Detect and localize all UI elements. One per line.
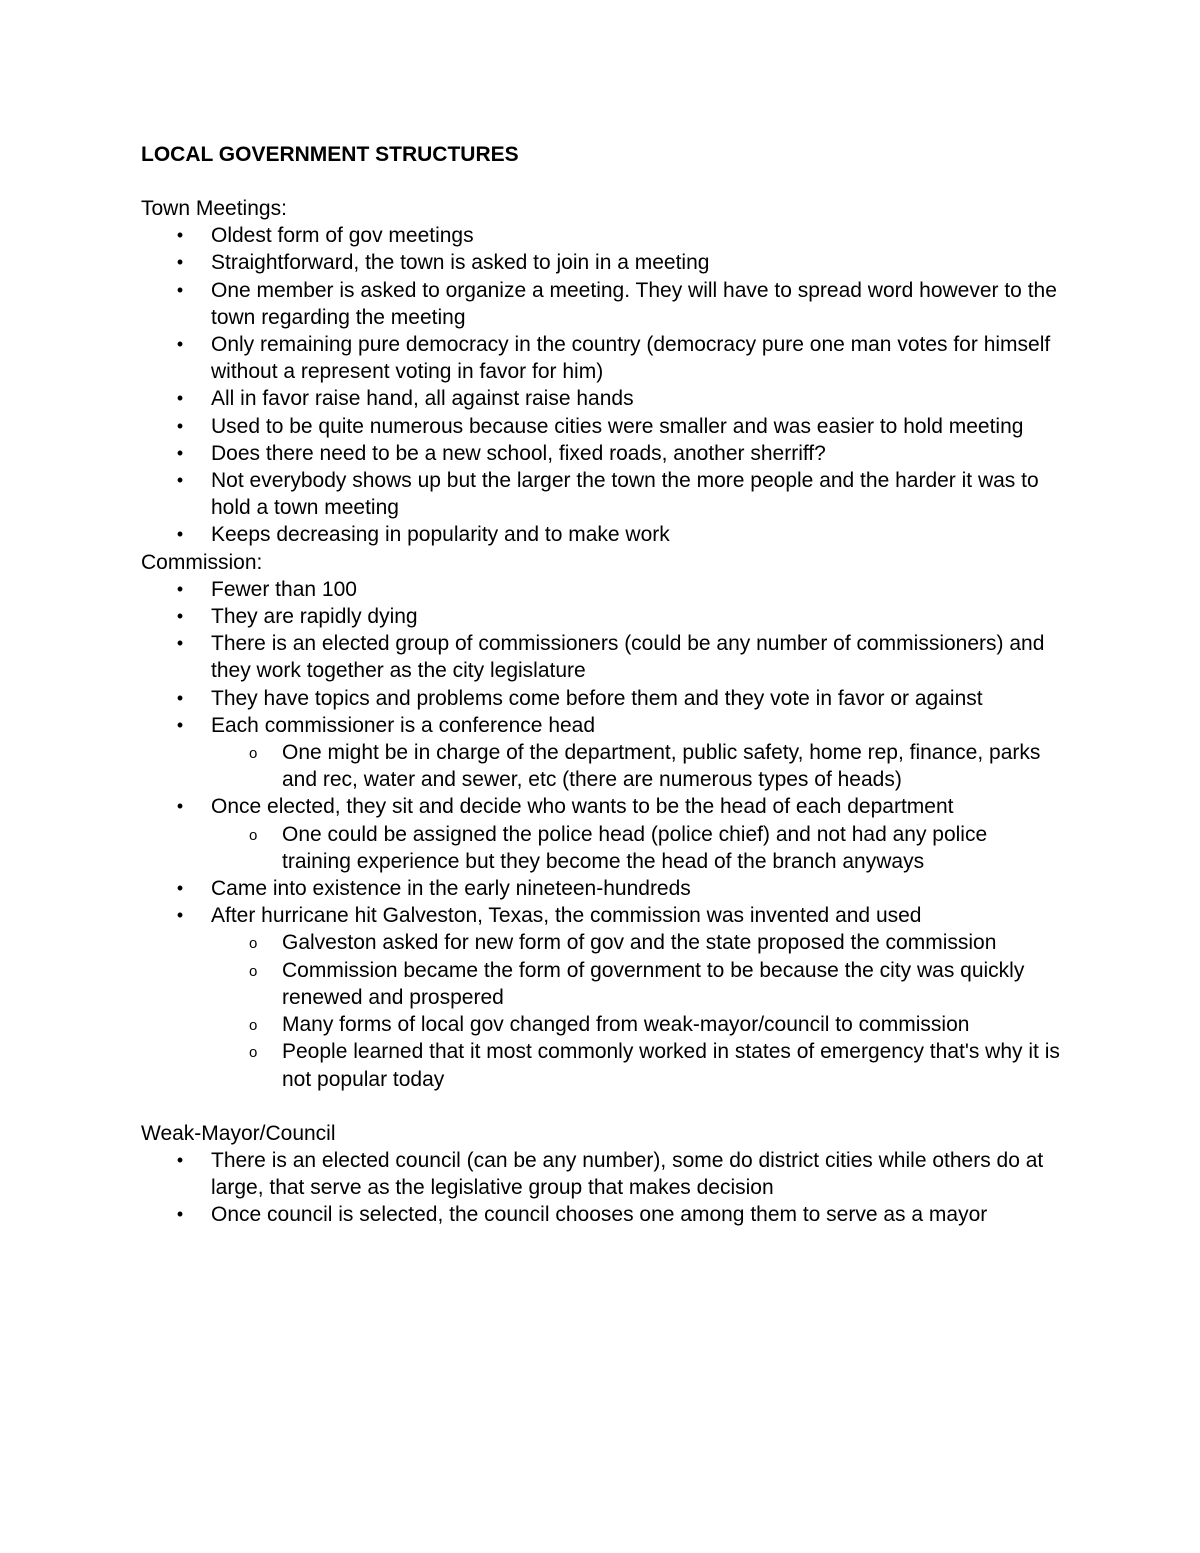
list-item	[141, 277, 1061, 331]
list-item-text: Used to be quite numerous because cities were smaller and was easier to hold meeting	[211, 414, 1024, 438]
list-item-text: Oldest form of gov meetings	[211, 224, 474, 248]
list-item	[141, 467, 1061, 521]
bullet-list	[141, 576, 1061, 1093]
bullet-icon: •	[176, 633, 184, 654]
circle-bullet-icon: o	[249, 935, 258, 953]
list-item-text: Fewer than 100	[211, 577, 357, 601]
list-item-text: Does there need to be a new school, fixed roads, another sherriff?	[211, 441, 826, 465]
bullet-icon: •	[176, 388, 184, 409]
list-item-text: Keeps decreasing in popularity and to make work	[211, 523, 670, 547]
list-item	[141, 712, 1061, 794]
list-item	[141, 1147, 1061, 1201]
bullet-icon: •	[176, 578, 184, 599]
bullet-icon: •	[176, 796, 184, 817]
bullet-icon: •	[176, 687, 184, 708]
sub-bullet-list	[211, 821, 1061, 875]
list-item-text: One member is asked to organize a meeting. They will have to spread word however to the town regarding the meeting	[211, 278, 1057, 329]
list-item	[141, 685, 1061, 712]
circle-bullet-icon: o	[249, 962, 258, 980]
bullet-icon: •	[176, 470, 184, 491]
document-title: LOCAL GOVERNMENT STRUCTURES	[141, 143, 519, 166]
list-item-text: All in favor raise hand, all against raise hands	[211, 387, 634, 411]
bullet-list	[141, 222, 1061, 548]
list-item-text: There is an elected council (can be any number), some do district cities while others do at large, that serve as the legislative group that makes decision	[211, 1148, 1044, 1200]
sub-list-item	[211, 1038, 1061, 1092]
bullet-icon: •	[176, 878, 184, 899]
document-body	[141, 195, 1061, 1229]
bullet-icon: •	[176, 225, 184, 246]
bullet-icon: •	[176, 714, 184, 735]
list-item	[141, 603, 1061, 630]
list-item	[141, 521, 1061, 548]
list-item	[141, 875, 1061, 902]
sub-list-item	[211, 929, 1061, 956]
sub-list-item-text: People learned that it most commonly worked in states of emergency that's why it is not popular today	[282, 1040, 1060, 1091]
list-item-text: Only remaining pure democracy in the country (democracy pure one man votes for himself without a represent voting in favor for him)	[211, 333, 1051, 384]
bullet-icon: •	[176, 905, 184, 926]
section-heading: Commission:	[141, 550, 263, 574]
list-item-text: Not everybody shows up but the larger the town the more people and the harder it was to hold a town meeting	[211, 469, 1039, 520]
list-item-text: Once council is selected, the council chooses one among them to serve as a mayor	[211, 1203, 988, 1227]
list-item-text: Straightforward, the town is asked to join in a meeting	[211, 251, 710, 275]
bullet-icon: •	[176, 279, 184, 300]
sub-list-item-text: One could be assigned the police head (police chief) and not had any police training experience but they become the head of the branch anyways	[282, 822, 988, 873]
list-item	[141, 576, 1061, 603]
sub-list-item-text: Galveston asked for new form of gov and the state proposed the commission	[282, 931, 997, 955]
sub-list-item	[211, 739, 1061, 793]
bullet-icon: •	[176, 1204, 184, 1225]
bullet-icon: •	[176, 606, 184, 627]
section-heading: Weak-Mayor/Council	[141, 1121, 336, 1145]
circle-bullet-icon: o	[249, 826, 258, 844]
list-item-text: After hurricane hit Galveston, Texas, the commission was invented and used	[211, 904, 922, 928]
circle-bullet-icon: o	[249, 745, 258, 763]
list-item	[141, 222, 1061, 249]
list-item	[141, 793, 1061, 875]
sub-bullet-list	[211, 739, 1061, 793]
sub-list-item	[211, 957, 1061, 1011]
list-item-text: They are rapidly dying	[211, 605, 418, 629]
sub-list-item	[211, 821, 1061, 875]
section-heading: Town Meetings:	[141, 197, 287, 220]
bullet-icon: •	[176, 334, 184, 355]
bullet-icon: •	[176, 1149, 184, 1170]
bullet-list	[141, 1147, 1061, 1229]
list-item-text: Once elected, they sit and decide who wants to be the head of each department	[211, 795, 954, 819]
sub-list-item-text: Commission became the form of government to be because the city was quickly renewed and prospered	[282, 958, 1025, 1009]
list-item-text: Came into existence in the early nineteen-hundreds	[211, 877, 691, 901]
sub-list-item-text: One might be in charge of the department, public safety, home rep, finance, parks and rec, water and sewer, etc (there are numerous types of heads)	[282, 741, 1041, 792]
bullet-icon: •	[176, 252, 184, 273]
sub-list-item	[211, 1011, 1061, 1038]
list-item	[141, 630, 1061, 684]
sub-list-item-text: Many forms of local gov changed from weak-mayor/council to commission	[282, 1013, 970, 1037]
list-item	[141, 249, 1061, 276]
list-item	[141, 413, 1061, 440]
list-item	[141, 902, 1061, 1092]
document-page	[141, 141, 1061, 1229]
list-item	[141, 385, 1061, 412]
sub-bullet-list	[211, 929, 1061, 1092]
bullet-icon: •	[176, 442, 184, 463]
list-item	[141, 331, 1061, 385]
circle-bullet-icon: o	[249, 1044, 258, 1062]
bullet-icon: •	[176, 524, 184, 545]
list-item	[141, 440, 1061, 467]
list-item-text: There is an elected group of commissioners (could be any number of commissioners) and they work together as the city legislature	[211, 632, 1045, 683]
blank-line	[141, 1093, 1061, 1120]
list-item-text: Each commissioner is a conference head	[211, 713, 596, 737]
list-item-text: They have topics and problems come before them and they vote in favor or against	[211, 686, 983, 710]
list-item	[141, 1201, 1061, 1228]
circle-bullet-icon: o	[249, 1017, 258, 1035]
bullet-icon: •	[176, 415, 184, 436]
